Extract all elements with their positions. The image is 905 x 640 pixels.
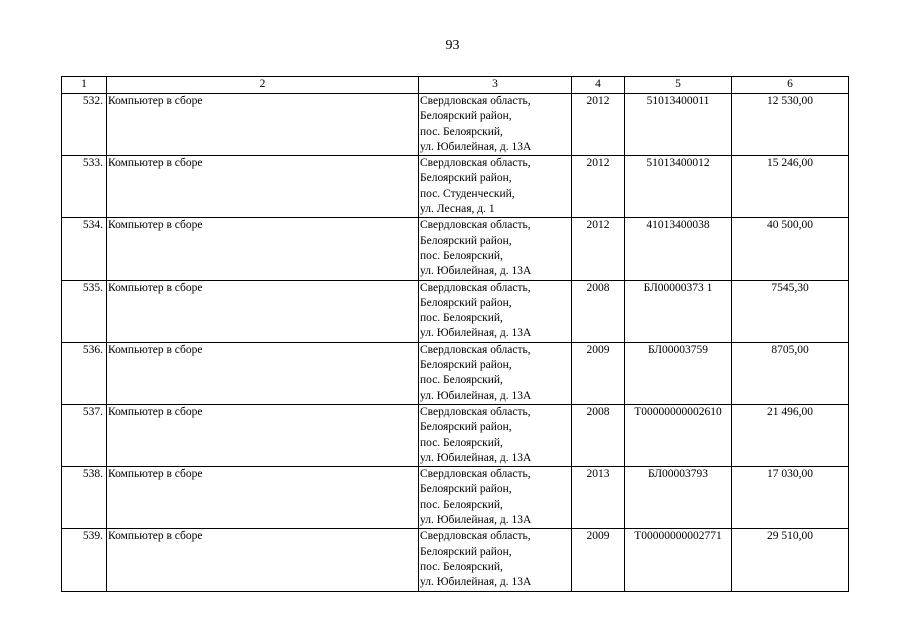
inventory-number-cell: БЛ00003759	[625, 342, 732, 404]
address-line: пос. Белоярский,	[420, 312, 503, 325]
address-line: Белоярский район,	[420, 172, 512, 185]
item-name-cell: Компьютер в сборе	[107, 156, 419, 218]
cost-cell: 12 530,00	[732, 94, 849, 156]
address-line: Свердловская область,	[420, 405, 531, 418]
address-line: ул. Юбилейная, д. 13А	[420, 451, 532, 464]
column-header-6: 6	[732, 77, 849, 94]
address-line: пос. Белоярский,	[420, 249, 503, 262]
column-number-row	[62, 77, 849, 94]
property-registry-table	[61, 76, 849, 592]
item-name-cell: Компьютер в сборе	[107, 280, 419, 342]
column-header-3: 3	[419, 77, 572, 94]
item-name-cell: Компьютер в сборе	[107, 342, 419, 404]
year-cell: 2008	[572, 280, 625, 342]
address-line: ул. Юбилейная, д. 13А	[420, 514, 532, 527]
item-name-cell: Компьютер в сборе	[107, 529, 419, 591]
address-line: Белоярский район,	[420, 483, 512, 496]
address-line: Свердловская область,	[420, 468, 531, 481]
cost-cell: 40 500,00	[732, 218, 849, 280]
inventory-number-cell: БЛ00003793	[625, 467, 732, 529]
cost-cell: 7545,30	[732, 280, 849, 342]
table-row	[62, 156, 849, 218]
address-line: Белоярский район,	[420, 545, 512, 558]
table-row	[62, 280, 849, 342]
table-row	[62, 94, 849, 156]
table-row	[62, 467, 849, 529]
address-cell	[419, 467, 572, 529]
cost-cell: 29 510,00	[732, 529, 849, 591]
column-header-2: 2	[107, 77, 419, 94]
address-line: ул. Юбилейная, д. 13А	[420, 265, 532, 278]
address-line: Свердловская область,	[420, 157, 531, 170]
address-line: Свердловская область,	[420, 530, 531, 543]
table-row	[62, 218, 849, 280]
address-line: ул. Юбилейная, д. 13А	[420, 576, 532, 589]
address-cell	[419, 529, 572, 591]
row-number-cell: 535.	[62, 280, 107, 342]
item-name-cell: Компьютер в сборе	[107, 404, 419, 466]
address-line: пос. Студенческий,	[420, 187, 515, 200]
year-cell: 2009	[572, 529, 625, 591]
address-line: Белоярский район,	[420, 359, 512, 372]
inventory-number-cell: 51013400012	[625, 156, 732, 218]
cost-cell: 17 030,00	[732, 467, 849, 529]
inventory-number-cell: Т00000000002610	[625, 404, 732, 466]
address-line: ул. Юбилейная, д. 13А	[420, 140, 532, 153]
year-cell: 2012	[572, 94, 625, 156]
item-name-cell: Компьютер в сборе	[107, 94, 419, 156]
address-line: ул. Юбилейная, д. 13А	[420, 389, 532, 402]
address-line: пос. Белоярский,	[420, 125, 503, 138]
address-cell	[419, 342, 572, 404]
address-cell	[419, 280, 572, 342]
row-number-cell: 534.	[62, 218, 107, 280]
address-line: Белоярский район,	[420, 234, 512, 247]
address-cell	[419, 404, 572, 466]
address-line: пос. Белоярский,	[420, 498, 503, 511]
table-row	[62, 342, 849, 404]
address-line: Свердловская область,	[420, 95, 531, 107]
row-number-cell: 539.	[62, 529, 107, 591]
page-number: 93	[445, 38, 460, 53]
cost-cell: 21 496,00	[732, 404, 849, 466]
inventory-number-cell: 41013400038	[625, 218, 732, 280]
year-cell: 2008	[572, 404, 625, 466]
cost-cell: 8705,00	[732, 342, 849, 404]
address-line: Белоярский район,	[420, 110, 512, 123]
column-header-5: 5	[625, 77, 732, 94]
inventory-number-cell: БЛ00000373 1	[625, 280, 732, 342]
row-number-cell: 536.	[62, 342, 107, 404]
row-number-cell: 532.	[62, 94, 107, 156]
address-line: ул. Лесная, д. 1	[420, 203, 495, 216]
address-line: Свердловская область,	[420, 343, 531, 356]
item-name-cell: Компьютер в сборе	[107, 467, 419, 529]
item-name-cell: Компьютер в сборе	[107, 218, 419, 280]
year-cell: 2009	[572, 342, 625, 404]
address-line: Белоярский район,	[420, 296, 512, 309]
year-cell: 2012	[572, 218, 625, 280]
table-row	[62, 529, 849, 591]
address-line: пос. Белоярский,	[420, 436, 503, 449]
column-header-1: 1	[62, 77, 107, 94]
address-line: Свердловская область,	[420, 281, 531, 294]
column-header-4: 4	[572, 77, 625, 94]
row-number-cell: 533.	[62, 156, 107, 218]
address-line: Белоярский район,	[420, 421, 512, 434]
address-cell	[419, 218, 572, 280]
row-number-cell: 538.	[62, 467, 107, 529]
address-line: ул. Юбилейная, д. 13А	[420, 327, 532, 340]
year-cell: 2013	[572, 467, 625, 529]
address-line: пос. Белоярский,	[420, 560, 503, 573]
address-line: Свердловская область,	[420, 219, 531, 232]
inventory-number-cell: Т00000000002771	[625, 529, 732, 591]
table-row	[62, 404, 849, 466]
year-cell: 2012	[572, 156, 625, 218]
row-number-cell: 537.	[62, 404, 107, 466]
address-cell	[419, 94, 572, 156]
cost-cell: 15 246,00	[732, 156, 849, 218]
inventory-number-cell: 51013400011	[625, 94, 732, 156]
address-line: пос. Белоярский,	[420, 374, 503, 387]
address-cell	[419, 156, 572, 218]
